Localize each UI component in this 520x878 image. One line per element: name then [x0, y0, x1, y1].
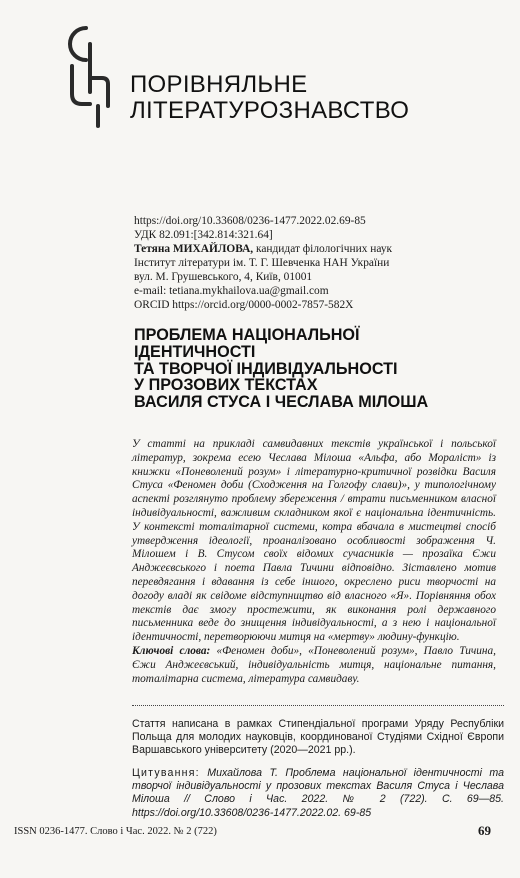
footer-issn: ISSN 0236-1477. Слово і Час. 2022. № 2 (722) [14, 826, 217, 837]
article-title-line2: ІДЕНТИЧНОСТІ [134, 342, 256, 361]
author-name: Тетяна МИХАЙЛОВА, [134, 243, 254, 255]
section-title [130, 72, 409, 124]
author-line [134, 242, 504, 256]
doi-link[interactable]: https://doi.org/10.33608/0236-1477.2022.02.69-85 [134, 215, 366, 227]
funding-note: Стаття написана в рамках Стипендіальної програми Уряду Республіки Польща для молодих науковців, координованої Студіями Східної Європи Варшавського університету (2020—2021 рр.). [132, 718, 504, 757]
abstract: У статті на прикладі самвидавних текстів української і польської літератур, зокрема есею Чеслава Мілоша «Альфа, або Мораліст» із книжки «Поневолений розум» і літературно-критичної розвідки Василя Стуса «Феномен доби (Сходження на Голгофу слави)», у типологічному аспекті розглянуто проблему збереження / втрати письменником власної індивідуальності, важливим складником якої є національна ідентичність. У контексті тоталітарної системи, котра вбачала в мистецтві спосіб утвердження ідеології, проаналізовано особливості зображення Ч. Мілошем і В. Стусом своїх відомих сучасників — прозаїка Єжи Анджеєвського і поета Павла Тичини відповідно. Зіставлено мотив перевдягання і вдавання із себе іншого, окреслено риси творчості на догоду владі як свідоме відступництво від власного «Я». Порівняння обох текстів дає змогу простежити, як виконання ролі державного письменника веде до знищення індивідуальності, а з нею і національної ідентичності, перетворюючи митця на «мертву» людину-функцію. [132, 438, 496, 644]
article-title [134, 327, 428, 411]
author-orcid[interactable]: ORCID https://orcid.org/0000-0002-7857-582X [134, 299, 354, 311]
keywords [132, 645, 496, 686]
article-title-line4: У ПРОЗОВИХ ТЕКСТАХ [134, 376, 318, 395]
section-title-line2: ЛІТЕРАТУРОЗНАВСТВО [130, 97, 410, 124]
article-metadata [134, 214, 504, 312]
article-title-line3: ТА ТВОРЧОЇ ІНДИВІДУАЛЬНОСТІ [134, 359, 398, 378]
udc-code: УДК 82.091:[342.814:321.64] [134, 229, 273, 241]
dotted-divider [132, 705, 504, 706]
article-title-line1: ПРОБЛЕМА НАЦІОНАЛЬНОЇ [134, 326, 360, 344]
citation-label: Цитування: [132, 767, 200, 779]
citation-note [132, 767, 504, 820]
article-title-line5: ВАСИЛЯ СТУСА І ЧЕСЛАВА МІЛОША [134, 393, 429, 412]
keywords-text: «Феномен доби», «Поневолений розум», Павло Тичина, Єжи Анджеєвський, індивідуальність митця, національне питання, тоталітарна система, література самвидаву. [132, 645, 496, 685]
author-institute: Інститут літератури ім. Т. Г. Шевченка НАН України [134, 257, 390, 269]
citation-text: Михайлова Т. Проблема національної ідентичності та творчої індивідуальності у прозових текстах Василя Стуса і Чеслава Мілоша // Слово і Час. 2022. № 2 (722). С. 69—85. https://doi.org/10.33608/0236-1477.2022.02. 69-85 [132, 767, 504, 819]
page-number: 69 [478, 823, 491, 838]
journal-logo [46, 22, 116, 132]
author-address: вул. М. Грушевського, 4, Київ, 01001 [134, 271, 313, 283]
author-degree: кандидат філологічних наук [253, 243, 393, 255]
author-email[interactable]: e-mail: tetiana.mykhailova.ua@gmail.com [134, 285, 329, 297]
section-title-line1: ПОРІВНЯЛЬНЕ [130, 71, 308, 98]
keywords-label: Ключові слова: [132, 645, 211, 657]
